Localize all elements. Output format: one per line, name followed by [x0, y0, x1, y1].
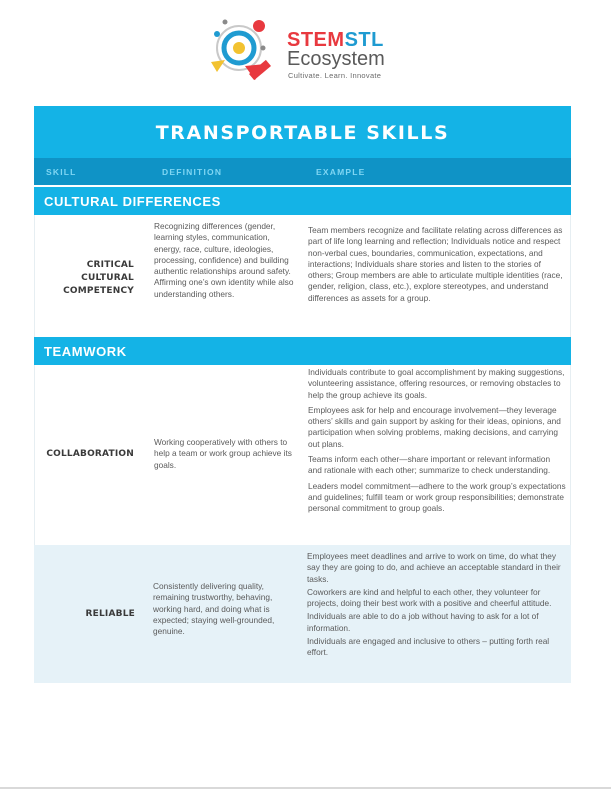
brand-ecosystem: Ecosystem	[287, 48, 385, 70]
skill-definition: Recognizing differences (gender, learning styles, communication, energy, race, culture, ideologies, processing, confidence) and building authentic relationships around safety. Affirming one’s own identity while also understanding others.	[154, 221, 294, 299]
section-title: CULTURAL DIFFERENCES	[44, 194, 221, 209]
example-text: Employees meet deadlines and arrive to work on time, do what they say they are going to do, and achieve an acceptable standard in their tasks.	[307, 551, 561, 584]
skill-examples	[308, 225, 566, 308]
page-title: TRANSPORTABLE SKILLS	[155, 122, 450, 144]
example-text: Employees ask for help and encourage involvement—they leverage others’ skills and gain support by asking for their ideas, opinions, and participation when solving problems, making decisions, and carrying out plans.	[308, 404, 561, 449]
example-text: Individuals are engaged and inclusive to others – putting forth real effort.	[307, 636, 550, 658]
example-text: Team members recognize and facilitate relating across differences as part of life long learning and reflection; Individuals notice and respect non-verbal cues, boundaries, communication, expectations, and interactions; Individuals share stories and listen to the stories of others; Group members are able to articulate multiple identities (race, gender, religion, class, etc.), explore stereotypes, and understand differences as assets for a group.	[308, 225, 563, 303]
example-text: Individuals are able to do a job without having to ask for a lot of information.	[307, 611, 539, 633]
logo-mark-icon	[205, 14, 285, 88]
page-bottom-divider	[0, 787, 611, 789]
column-header-skill: SKILL	[46, 167, 77, 177]
section-title: TEAMWORK	[44, 344, 127, 359]
title-banner	[34, 106, 571, 158]
section-header-cultural-differences	[34, 187, 571, 215]
brand-tagline: Cultivate. Learn. Innovate	[288, 71, 382, 80]
brand-stem: STEM	[287, 29, 345, 51]
example-text: Individuals contribute to goal accomplishment by making suggestions, volunteering assistance, offering resources, or removing obstacles to help the group achieve its goals.	[308, 367, 565, 400]
section-header-teamwork	[34, 337, 571, 365]
column-header-bar	[34, 158, 571, 185]
stemstl-logo	[205, 14, 405, 88]
skill-definition: Consistently delivering quality, remaining trustworthy, behaving, working hard, and doing what is expected; staying well-grounded, genuine.	[153, 581, 275, 637]
column-header-definition: DEFINITION	[162, 167, 223, 177]
brand-stl: STL	[344, 29, 384, 51]
skill-name: COLLABORATION	[46, 449, 134, 459]
table-row	[34, 365, 571, 545]
skill-name: RELIABLE	[85, 609, 135, 619]
example-text: Coworkers are kind and helpful to each other, they volunteer for projects, doing their best work with a positive and cheerful attitude.	[307, 586, 552, 609]
table-row	[34, 545, 571, 683]
table-row	[34, 215, 571, 337]
example-text: Teams inform each other—share important or relevant information and rationale with each other; summarize to check understanding.	[308, 454, 551, 476]
column-header-example: EXAMPLE	[316, 167, 366, 177]
skill-definition: Working cooperatively with others to help a team or work group achieve its goals.	[154, 437, 292, 470]
example-text: Leaders model commitment—adhere to the work group’s expectations and guidelines; fulfill team or work group responsibilities; demonstrate personal commitment to group goals.	[308, 480, 566, 514]
skill-examples	[308, 367, 566, 519]
skill-examples	[307, 551, 565, 661]
skill-name: CRITICAL CULTURAL COMPETENCY	[63, 260, 134, 296]
